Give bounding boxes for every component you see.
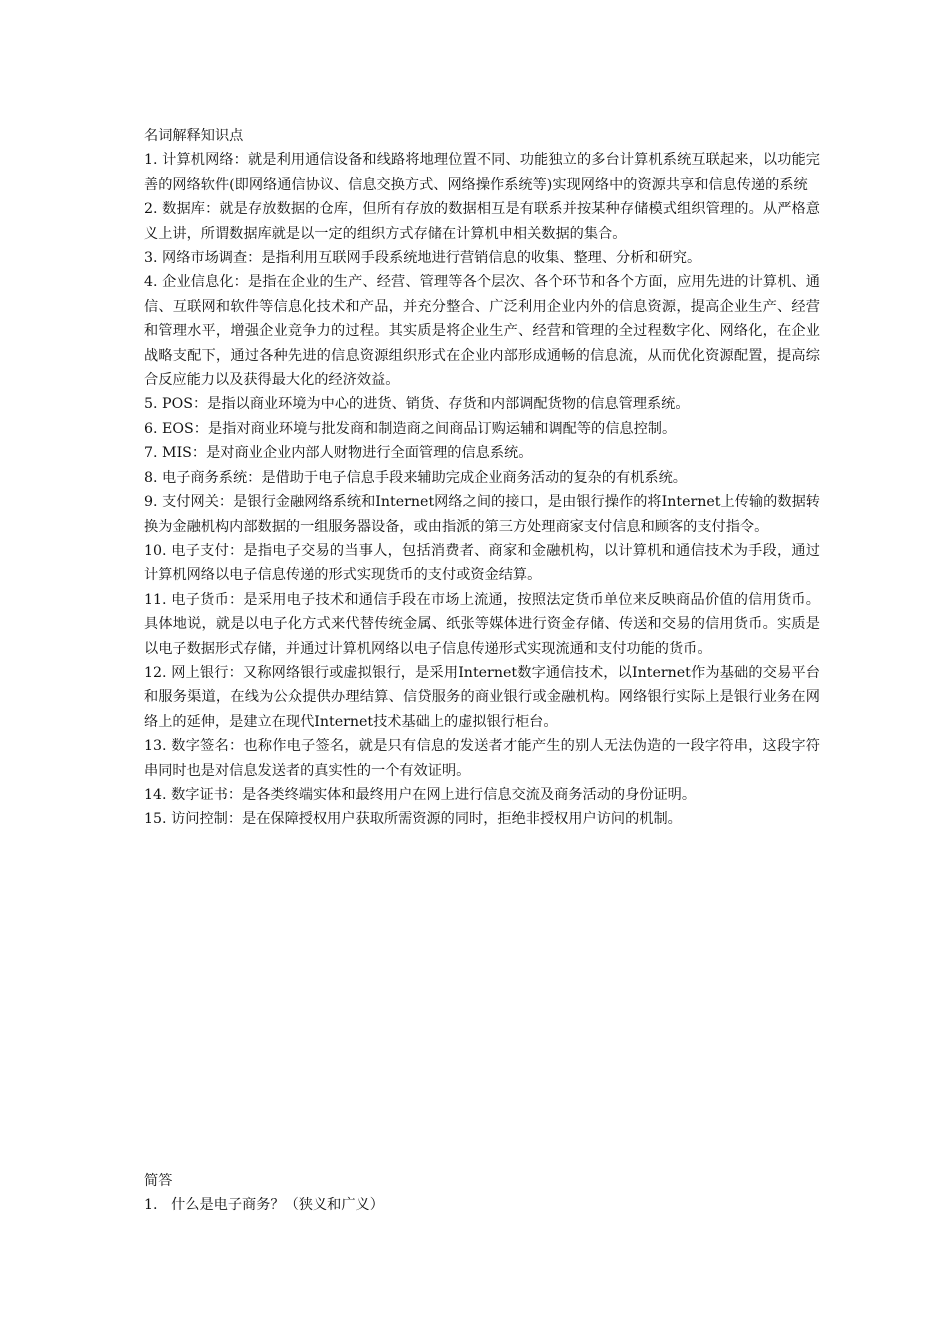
glossary-item-14: 14. 数字证书：是各类终端实体和最终用户在网上进行信息交流及商务活动的身份证明。 xyxy=(144,786,697,803)
glossary-item-11: 11. 电子货币：是采用电子技术和通信手段在市场上流通，按照法定货币单位来反映商品价值的信用货币。具体地说，就是以电子化方式来代替传统金属、纸张等媒体进行资金存储、传送和交易的信用货币。实质是以电子数据形式存储，并通过计算机网络以电子信息传递形式实现流通和支付功能的货币。 xyxy=(144,591,820,657)
glossary-item-13: 13. 数字签名：也称作电子签名，就是只有信息的发送者才能产生的别人无法伪造的一段字符串，这段字符串同时也是对信息发送者的真实性的一个有效证明。 xyxy=(144,738,820,779)
glossary-item-15: 15. 访问控制：是在保障授权用户获取所需资源的同时，拒绝非授权用户访问的机制。 xyxy=(144,811,682,828)
glossary-item-10: 10. 电子支付：是指电子交易的当事人，包括消费者、商家和金融机构，以计算机和通信技术为手段，通过计算机网络以电子信息传递的形式实现货币的支付或资金结算。 xyxy=(144,542,820,584)
glossary-item-8: 8. 电子商务系统：是借助于电子信息手段来辅助完成企业商务活动的复杂的有机系统。 xyxy=(144,469,687,486)
question-item-1: 1. 什么是电子商务？（狭义和广义） xyxy=(144,1197,384,1214)
glossary-item-9: 9. 支付网关：是银行金融网络系统和Internet网络之间的接口，是由银行操作的将Internet上传输的数据转换为金融机构内部数据的一组服务器设备，或由指派的第三方处理商家支付信息和顾客的支付指令。 xyxy=(144,494,820,535)
glossary-item-4: 4. 企业信息化：是指在企业的生产、经营、管理等各个层次、各个环节和各个方面，应用先进的计算机、通信、互联网和软件等信息化技术和产品，并充分整合、广泛利用企业内外的信息资源，提高企业生产、经营和管理水平，增强企业竞争力的过程。其实质是将企业生产、经营和管理的全过程数字化、网络化，在企业战略支配下，通过各种先进的信息资源组织形式在企业内部形成通畅的信息流，从而优化资源配置，提高综合反应能力以及获得最大化的经济效益。 xyxy=(144,274,820,389)
glossary-item-7: 7. MIS：是对商业企业内部人财物进行全面管理的信息系统。 xyxy=(144,445,533,462)
glossary-item-2: 2. 数据库：就是存放数据的仓库，但所有存放的数据相互是有联系并按某种存储模式组织管理的。从严格意义上讲，所谓数据库就是以一定的组织方式存储在计算机申相关数据的集合。 xyxy=(144,201,820,242)
short-answer-section xyxy=(144,1169,820,1218)
glossary-item-3: 3. 网络市场调查：是指利用互联网手段系统地进行营销信息的收集、整理、分析和研究。 xyxy=(144,250,702,267)
glossary-item-12: 12. 网上银行：又称网络银行或虚拟银行，是采用Internet数字通信技术，以Internet作为基础的交易平台和服务渠道，在线为公众提供办理结算、信贷服务的商业银行或金融机构。网络银行实际上是银行业务在网络上的延伸，是建立在现代Internet技术基础上的虚拟银行柜台。 xyxy=(144,664,820,730)
section-title-glossary: 名词解释知识点 xyxy=(144,128,244,144)
glossary-item-5: 5. POS：是指以商业环境为中心的进货、销货、存货和内部调配货物的信息管理系统。 xyxy=(144,396,690,413)
glossary-item-1: 1. 计算机网络：就是利用通信设备和线路将地理位置不同、功能独立的多台计算机系统互联起来，以功能完善的网络软件(即网络通信协议、信息交换方式、网络操作系统等)实现网络中的资源共享和信息传递的系统 xyxy=(144,152,820,193)
glossary-section xyxy=(144,124,820,832)
glossary-item-6: 6. EOS：是指对商业环境与批发商和制造商之间商品订购运辅和调配等的信息控制。 xyxy=(144,420,677,437)
section-title-short-answer: 简答 xyxy=(144,1173,173,1189)
